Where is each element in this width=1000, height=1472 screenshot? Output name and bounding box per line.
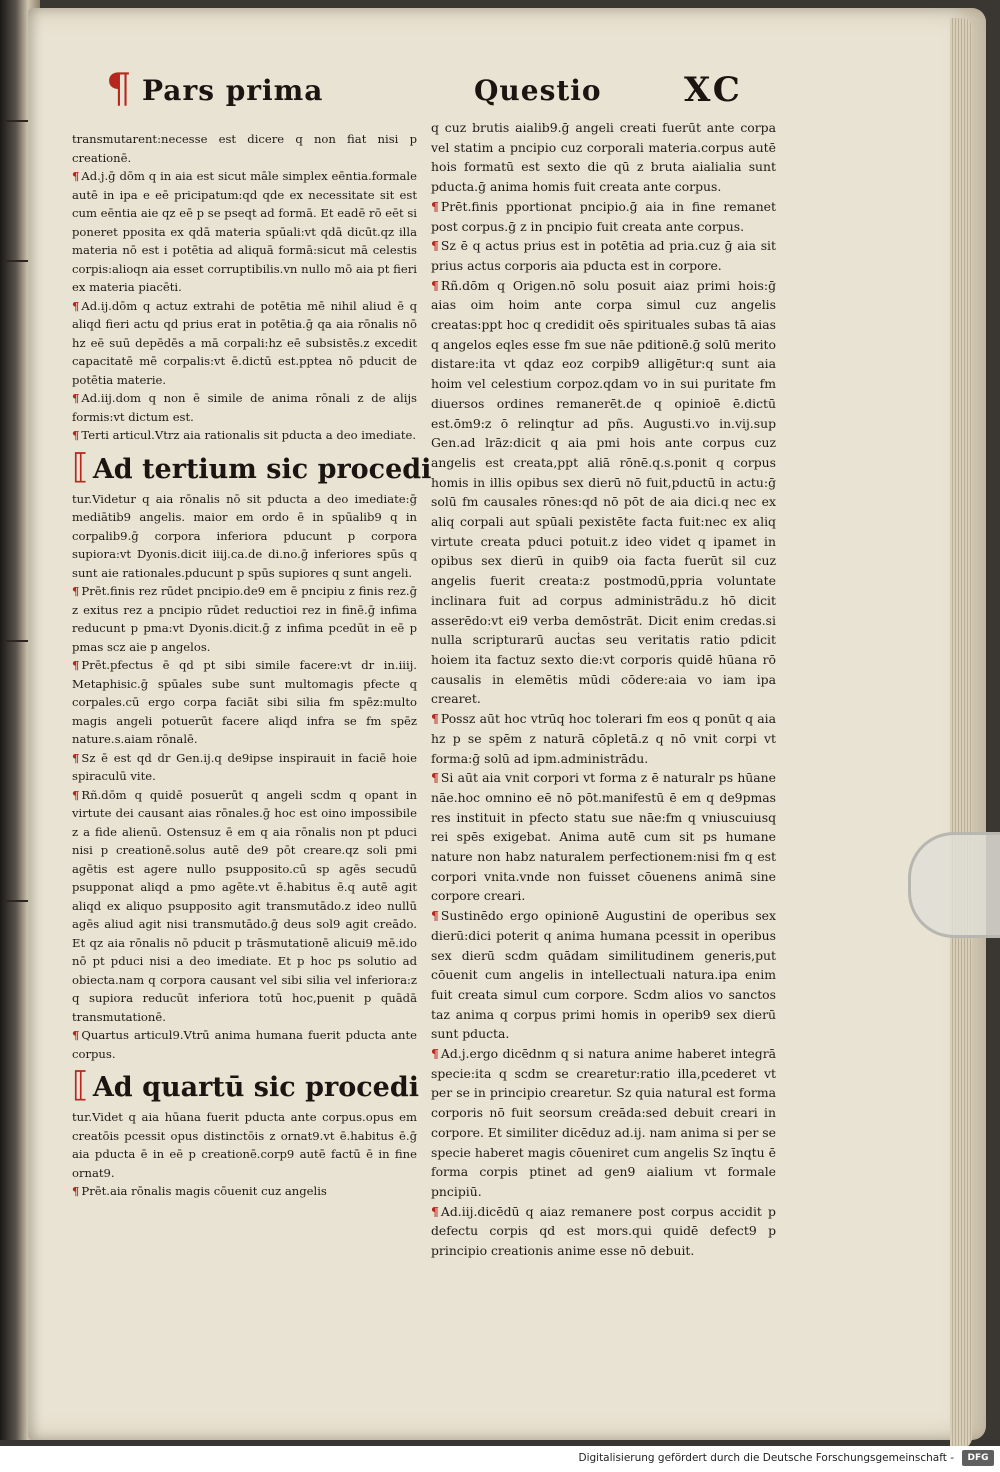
pilcrow-mark: ¶: [431, 238, 439, 254]
header-question-number: XC: [684, 70, 743, 110]
pilcrow-mark: ¶: [72, 169, 80, 183]
header-questio: Questio: [474, 74, 602, 107]
text-paragraph: ¶ Sustinēdo ergo opinionē Augustini de operibus sex dierū:dici poterit q anima humana pcessit in operibus sex dierū scdm quādam similitudinem generis,put cōuenit cum angelis in intellectuali natura.ipa enim fuit creata simul cum corpore. Scdm alios vo sanctos taz anima q corpus primi homis in operib9 sex dierū sunt pducta.: [431, 908, 776, 1042]
text-paragraph: ¶ Ad.iij.dicēdū q aiaz remanere post corpus accidit p defectu corpis qd est mors.qui quidē defect9 p principio creationis anime esse nō debuit.: [431, 1203, 776, 1259]
pilcrow-mark: ¶: [72, 1184, 80, 1198]
article-heading: ⟦ Ad tertium sic procedi: [72, 446, 432, 487]
left-text-column: [72, 130, 432, 1201]
pilcrow-mark: ¶: [72, 298, 80, 313]
text-paragraph: ¶ Prēt.finis pportionat pncipio.ḡ aia in fine remanet post corpus.ḡ z in pncipio fuit creata ante corpus.: [431, 198, 776, 234]
pilcrow-mark: ¶: [431, 1203, 439, 1219]
text-paragraph: ¶ Sz ē q actus prius est in potētia ad pria.cuz ḡ aia sit prius actus corporis aia pducta est in corpore.: [431, 238, 776, 273]
adjacent-page-text-fragment: [6, 640, 28, 652]
footer-bar: [0, 1446, 1000, 1472]
pilcrow-mark: ¶: [431, 198, 439, 214]
text-paragraph: ¶ Rñ.dōm q Origen.nō solu posuit aiaz primi hois:ḡ aias oim hoim ante corpa simul cuz angelis creatas:ppt hoc q credidit oēs spirituales subas tā aias q angelos eqles esse fm sue nāe pditionē.ḡ solū merito distare:ita vt qdaz eoz corpib9 alligētur:q sunt aia hoim vel celestium corpoz.qdam vo in sui puritate fm diuersos ordines remanerēt.de q opinioē ē.dictū est.ōm9:z ō relinqtur ad pñs. Augusti.vo in.vij.sup Gen.ad lrāz:dicit q aia pmi hois ante corpus cuz angelis est creata,ppt aliā rōnē.q.s.ponit q corpus homis in illis opibus sex dierū nō fuit,pductū in actu:ḡ solū fm causales rōnes:qd nō pōt de aia dici.q nec ex aliq corpali aut spūali pexistēte facta fuit:nec ex aliq virtute creata pduci potuit.z ideo videt q ipamet in opibus sex dierū in quib9 oia facta fuerūt sil cuz angelis fuerit creata:z postmodū,ppria voluntate inclinara fuit ad corpus administrādu.z hō dicit asserēdo:vt ei9 verba demōstrāt. Dicit enim credas.si nulla scripturarū aucṫas seu veritatis ratio pdicit hoiem ita factuz sexto die:vt corporis quidē hūana rō causalis in elemētis mūdi cōdere:aia vo iam ipa crearet.: [431, 277, 776, 707]
article-title: ¶ Terti articul.Vtrz aia rationalis sit pducta a deo imediate.: [72, 428, 417, 442]
text-paragraph: ¶ Prēt.aia rōnalis magis cōuenit cuz angelis: [72, 1184, 327, 1198]
text-paragraph: tur.Videtur q aia rōnalis nō sit pducta a deo imediate:ḡ mediātib9 angelis. maior em ordo ē in spūalib9 q in corpalib9.ḡ corpora inferiora pducunt p corpora supiora:vt Dyonis.dicit iiij.ca.de di.no.ḡ inferiores spūs q sunt aie rationales.pducunt p spūs supiores q sunt angeli.: [72, 491, 417, 580]
rubric-bracket: ⟦: [72, 1065, 89, 1105]
text-paragraph: ¶ Sz ē est qd dr Gen.ij.q de9ipse inspirauit in faciē hoie spiraculū vite.: [72, 750, 417, 783]
pilcrow-mark: ¶: [72, 391, 80, 405]
pilcrow-mark: ¶: [431, 908, 439, 924]
text-paragraph: tur.Videt q aia hūana fuerit pducta ante corpus.opus em creatōis pcessit opus distinctōis z ornat9.vt ē.habitus ē.ḡ aia pducta ē in eē p creationē.corp9 autē factū ē in fine ornat9.: [72, 1110, 417, 1180]
text-paragraph: ¶ Ad.j.ergo dicēdnm q si natura anime haberet integrā specie:ita q scdm se crearetur:ratio illa,pcederet vt per se in principio crearetur. Sz quia natural est forma corporis nō fuit seorsum creāda:sed debuit creari in corpore. Et similiter dicēduz ad.ij. nam anima si per se specie haberet magis cōueniret cum angelis Sz īnqtu ē forma corpis ptinet ad gen9 aialium vt formale pncipiū.: [431, 1046, 776, 1199]
pilcrow-mark: ¶: [72, 750, 80, 765]
article-heading: ⟦ Ad quartū sic procedi: [72, 1065, 419, 1105]
pilcrow-mark: ¶: [72, 658, 80, 672]
pilcrow-mark: ¶: [431, 277, 439, 293]
pilcrow-mark: ¶: [72, 428, 80, 442]
page-stack-edge: [950, 18, 972, 1448]
pilcrow-mark: ¶: [431, 711, 439, 727]
text-paragraph: ¶ Ad.j.ḡ dōm q in aia est sicut māle simplex eēntia.formale autē in ipa e eē pricipatum:qd qde ex necessitate sit est cum eēntia aie qz eē p se pseqt ad formā. Et eadē rō eēt si poneret pposita ex qdā materia spūali:vt qdā dicūt.qz illa materia nō est i potētia ad aliquā formā:sicut mā celestis corpis:alioqn aia esset corruptibilis.vn nullo mō aia pt fieri ex materia piacēti.: [72, 169, 417, 294]
text-paragraph: q cuz brutis aialib9.ḡ angeli creati fuerūt ante corpa vel statim a pncipio cuz corporali materia.corpus autē hois formatū est sexto die qū z bruta aialialia sunt pducta.ḡ anima homis fuit creata ante corpus.: [431, 120, 776, 195]
text-paragraph: transmutarent:necesse est dicere q non fiat nisi p creationē.: [72, 132, 417, 165]
adjacent-page-text-fragment: [6, 120, 28, 132]
pilcrow-mark: ¶: [431, 770, 439, 786]
adjacent-page-text-fragment: [6, 260, 28, 272]
text-paragraph: ¶ Rñ.dōm q quidē posuerūt q angeli scdm q opant in virtute dei causant aias rōnales.ḡ hoc est oino impossibile z a fide alienū. Ostensuz ē em q aia rōnalis non pt pduci nisi p creationē.solus autē de9 pōt creare.qz soli pmi agētis est agere nullo psupposito.cū sp agēs secudū psupponat aliqd a pmo agēte.vt ē.habitus ē.q autē agit aliqd ex aliquo psupposito agit transmutādo.z ideo nullū agēs aliud agit nisi transmutādo.ḡ deus sol9 agit creādo. Et qz aia rōnalis nō pducit p trāsmutationē alicui9 mē.ido nō pt pduci nisi a deo imediate. Et p hoc ps solutio ad obiecta.nam q corpora causant vel sibi silia vel inferiora:z q supiora reducūt inferiora totū hoc,puenit p quādā transmutationē.: [72, 787, 417, 1024]
text-paragraph: ¶ Possz aūt hoc vtrūq hoc tolerari fm eos q ponūt q aia hz p se spēm z naturā cōpletā.z q nō vnit corpi vt forma:ḡ solū ad ipm.administrādu.: [431, 711, 776, 766]
text-paragraph: ¶ Si aūt aia vnit corpori vt forma z ē naturalr ps hūane nāe.hoc omnino eē nō pōt.manifestū ē em q de9pmas res instituit in pfecto statu sue nāe:fm q vniuscuiusq rei spēs exigebat. Anima autē cum sit ps humane nature non habz naturalem perfectionem:nisi fm q est corpori vnita.vnde non fuisset cōuenens animā sine corpore creari.: [431, 770, 776, 904]
funding-credit: Digitalisierung gefördert durch die Deutsche Forschungsgemeinschaft -: [578, 1452, 954, 1464]
text-paragraph: ¶ Prēt.pfectus ē qd pt sibi simile facere:vt dr in.iiij. Metaphisic.ḡ spūales sube sunt multomagis pfecte q corpales.cū ergo corpa faciāt sibi silia fm spēz:multo magis angeli potuerūt facere aliqd infra se fm spēz nature.s.aiam rōnalē.: [72, 658, 417, 746]
running-header: [0, 66, 1000, 118]
text-paragraph: ¶ Ad.ij.dōm q actuz extrahi de potētia mē nihil aliud ē q aliqd fieri actu qd prius erat in potētia.ḡ qa aia rōnalis nō hz eē suū depēdēs a mā corpali:hz eē subsistēs.z excedit capacitatē mē corpalis:vt ē.dictū est.pptea nō pducit de potētia materie.: [72, 298, 417, 387]
rubric-bracket: ⟦: [72, 446, 89, 487]
article-title: ¶ Quartus articul9.Vtrū anima humana fuerit pducta ante corpus.: [72, 1028, 417, 1061]
pilcrow-mark: ¶: [431, 1046, 439, 1062]
pilcrow-mark: ¶: [72, 1028, 80, 1042]
text-paragraph: ¶ Prēt.finis rez rūdet pncipio.de9 em ē pncipiu z finis rez.ḡ z exitus rez a pncipio rūdet reductioi rez in finē.ḡ infima reducunt p pma:vt Dyonis.dicit.ḡ z infima pcedūt in eē p pmas scz aie p angelos.: [72, 584, 417, 654]
right-text-column: [431, 118, 776, 1261]
adjacent-page-text-fragment: [6, 900, 28, 912]
dfg-logo: DFG: [962, 1450, 994, 1466]
text-paragraph: ¶ Ad.iij.dom q non ē simile de anima rōnali z de alijs formis:vt dictum est.: [72, 391, 417, 424]
pilcrow-mark: ¶: [72, 584, 80, 598]
header-pars-prima: Pars prima: [142, 74, 324, 107]
pilcrow-mark: ¶: [72, 787, 80, 802]
page-clip: [908, 832, 1000, 938]
rubric-paragraph-mark: ¶: [106, 66, 132, 112]
